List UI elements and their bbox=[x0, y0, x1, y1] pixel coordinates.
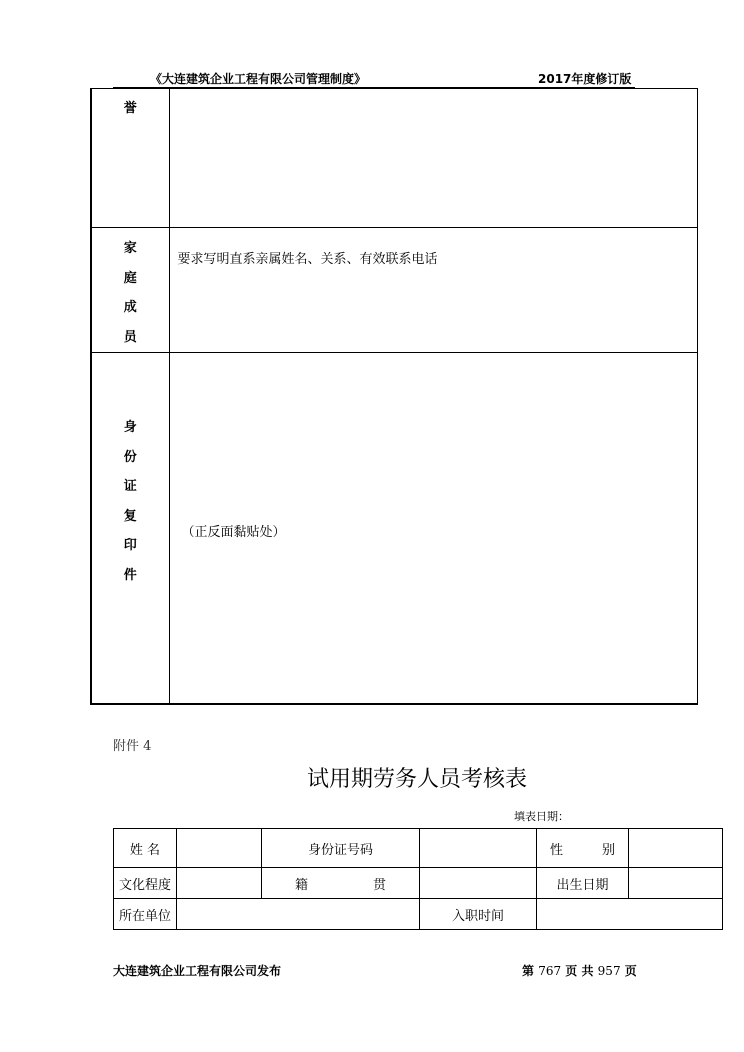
id-copy-note: （正反面黏贴处） bbox=[181, 525, 286, 540]
name-field[interactable] bbox=[177, 829, 262, 868]
join-date-field[interactable] bbox=[537, 899, 723, 930]
native-place-label: 籍 贯 bbox=[262, 868, 420, 899]
education-field[interactable] bbox=[177, 868, 262, 899]
current-page: 767 bbox=[538, 964, 562, 978]
table-row bbox=[114, 868, 723, 899]
personnel-info-table bbox=[90, 88, 698, 705]
content-cell[interactable] bbox=[169, 89, 698, 228]
content-cell[interactable] bbox=[169, 228, 698, 353]
table-row bbox=[91, 228, 698, 353]
content-cell[interactable] bbox=[169, 353, 698, 704]
gender-field[interactable] bbox=[629, 829, 723, 868]
unit-label: 所在单位 bbox=[114, 899, 177, 930]
table-row bbox=[91, 353, 698, 704]
join-date-label: 入职时间 bbox=[420, 899, 537, 930]
footer-page-info: 第 767 页 共 957 页 bbox=[522, 964, 637, 978]
education-label: 文化程度 bbox=[114, 868, 177, 899]
name-label: 姓 名 bbox=[114, 829, 177, 868]
fill-date-label: 填表日期： bbox=[514, 810, 569, 823]
family-note: 要求写明直系亲属姓名、关系、有效联系电话 bbox=[177, 252, 438, 267]
row-label-honor: 誉 bbox=[123, 101, 137, 116]
gender-label: 性 别 bbox=[537, 829, 629, 868]
form-title: 试用期劳务人员考核表 bbox=[306, 767, 527, 792]
total-pages: 957 bbox=[597, 964, 621, 978]
label-cell bbox=[91, 353, 169, 704]
id-number-label: 身份证号码 bbox=[262, 829, 420, 868]
row-label-id-copy: 身 份 证 复 印 件 bbox=[123, 420, 137, 583]
header-title: 《大连建筑企业工程有限公司管理制度》 bbox=[150, 72, 367, 86]
row-label-family: 家 庭 成 员 bbox=[123, 241, 137, 345]
birth-date-label: 出生日期 bbox=[537, 868, 629, 899]
attachment-label: 附件 4 bbox=[113, 739, 152, 754]
assessment-form-table bbox=[113, 828, 723, 930]
birth-date-field[interactable] bbox=[629, 868, 723, 899]
id-number-field[interactable] bbox=[420, 829, 537, 868]
footer-publisher: 大连建筑企业工程有限公司发布 bbox=[113, 964, 282, 978]
label-cell bbox=[91, 89, 169, 228]
header-version: 2017年度修订版 bbox=[538, 72, 632, 86]
table-row bbox=[114, 829, 723, 868]
native-place-field[interactable] bbox=[420, 868, 537, 899]
label-cell bbox=[91, 228, 169, 353]
unit-field[interactable] bbox=[177, 899, 420, 930]
table-row bbox=[114, 899, 723, 930]
table-row bbox=[91, 89, 698, 228]
